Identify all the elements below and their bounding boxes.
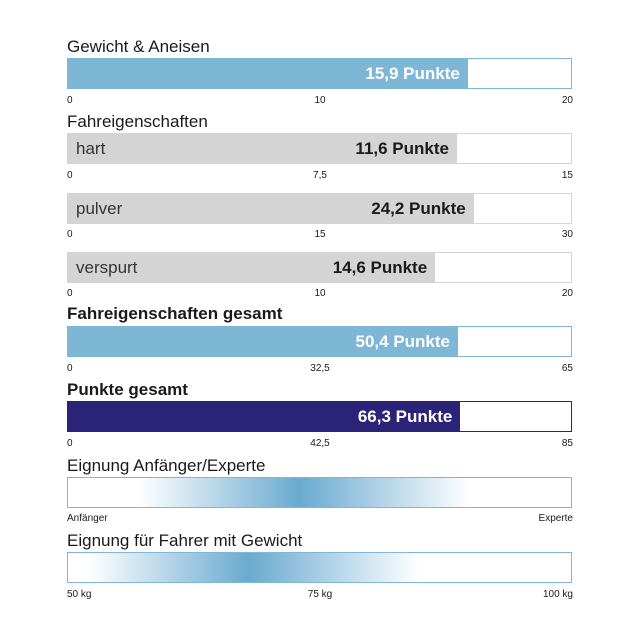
verspurt-bar-track bbox=[67, 252, 572, 283]
verspurt-tick-max: 20 bbox=[561, 288, 573, 299]
gewicht-tick-mid: 10 bbox=[314, 95, 326, 106]
hart-series-label: hart bbox=[76, 138, 106, 158]
fahreigenschaften-gesamt-title: Fahreigenschaften gesamt bbox=[67, 304, 283, 323]
gewicht-tick-min: 0 bbox=[67, 95, 73, 106]
hart-value-label: 11,6 Punkte bbox=[355, 138, 449, 158]
fahreigenschaften-gesamt-bar-track bbox=[67, 326, 572, 357]
pulver-value-label: 24,2 Punkte bbox=[371, 198, 466, 218]
pulver-tick-max: 30 bbox=[561, 229, 573, 240]
fahreigenschaften-gesamt-value-label: 50,4 Punkte bbox=[355, 331, 451, 351]
punkte-gesamt-tick-max: 85 bbox=[561, 438, 573, 449]
pulver-series-label: pulver bbox=[76, 198, 123, 218]
fahreigenschaften-gesamt-tick-max: 65 bbox=[561, 363, 573, 374]
eignung-gewicht-gauge bbox=[67, 552, 572, 583]
hart-tick-max: 15 bbox=[561, 170, 573, 181]
pulver-tick-min: 0 bbox=[67, 229, 73, 240]
pulver-bar-track bbox=[67, 193, 572, 224]
eignung-gewicht-tick-right: 100 kg bbox=[542, 589, 573, 600]
punkte-gesamt-value-label: 66,3 Punkte bbox=[357, 406, 453, 426]
pulver-tick-mid: 15 bbox=[314, 229, 326, 240]
eignung-anfaenger-tick-right: Experte bbox=[538, 513, 573, 524]
verspurt-tick-mid: 10 bbox=[314, 288, 326, 299]
eignung-anfaenger-gauge bbox=[67, 477, 572, 508]
hart-tick-min: 0 bbox=[67, 170, 73, 181]
punkte-gesamt-title: Punkte gesamt bbox=[67, 380, 188, 399]
eignung-anfaenger-title: Eignung Anfänger/Experte bbox=[67, 456, 266, 475]
fahreigenschaften-title: Fahreigenschaften bbox=[67, 112, 208, 131]
hart-bar-track bbox=[67, 133, 572, 164]
fahreigenschaften-gesamt-tick-mid: 32,5 bbox=[310, 363, 330, 374]
verspurt-series-label: verspurt bbox=[76, 257, 138, 277]
hart-tick-mid: 7,5 bbox=[313, 170, 327, 181]
gewicht-value-label: 15,9 Punkte bbox=[365, 63, 460, 83]
punkte-gesamt-tick-min: 0 bbox=[67, 438, 73, 449]
eignung-gewicht-title: Eignung für Fahrer mit Gewicht bbox=[67, 531, 303, 550]
eignung-gewicht-tick-left: 50 kg bbox=[67, 589, 92, 600]
verspurt-value-label: 14,6 Punkte bbox=[332, 257, 428, 277]
gewicht-tick-max: 20 bbox=[561, 95, 573, 106]
eignung-anfaenger-tick-left: Anfänger bbox=[67, 513, 108, 524]
fahreigenschaften-gesamt-tick-min: 0 bbox=[67, 363, 73, 374]
gewicht-title: Gewicht & Aneisen bbox=[67, 37, 210, 56]
punkte-gesamt-bar-track bbox=[67, 401, 572, 432]
eignung-gewicht-tick-mid: 75 kg bbox=[307, 589, 333, 600]
gewicht-bar-track bbox=[67, 58, 572, 89]
verspurt-tick-min: 0 bbox=[67, 288, 73, 299]
punkte-gesamt-tick-mid: 42,5 bbox=[310, 438, 330, 449]
